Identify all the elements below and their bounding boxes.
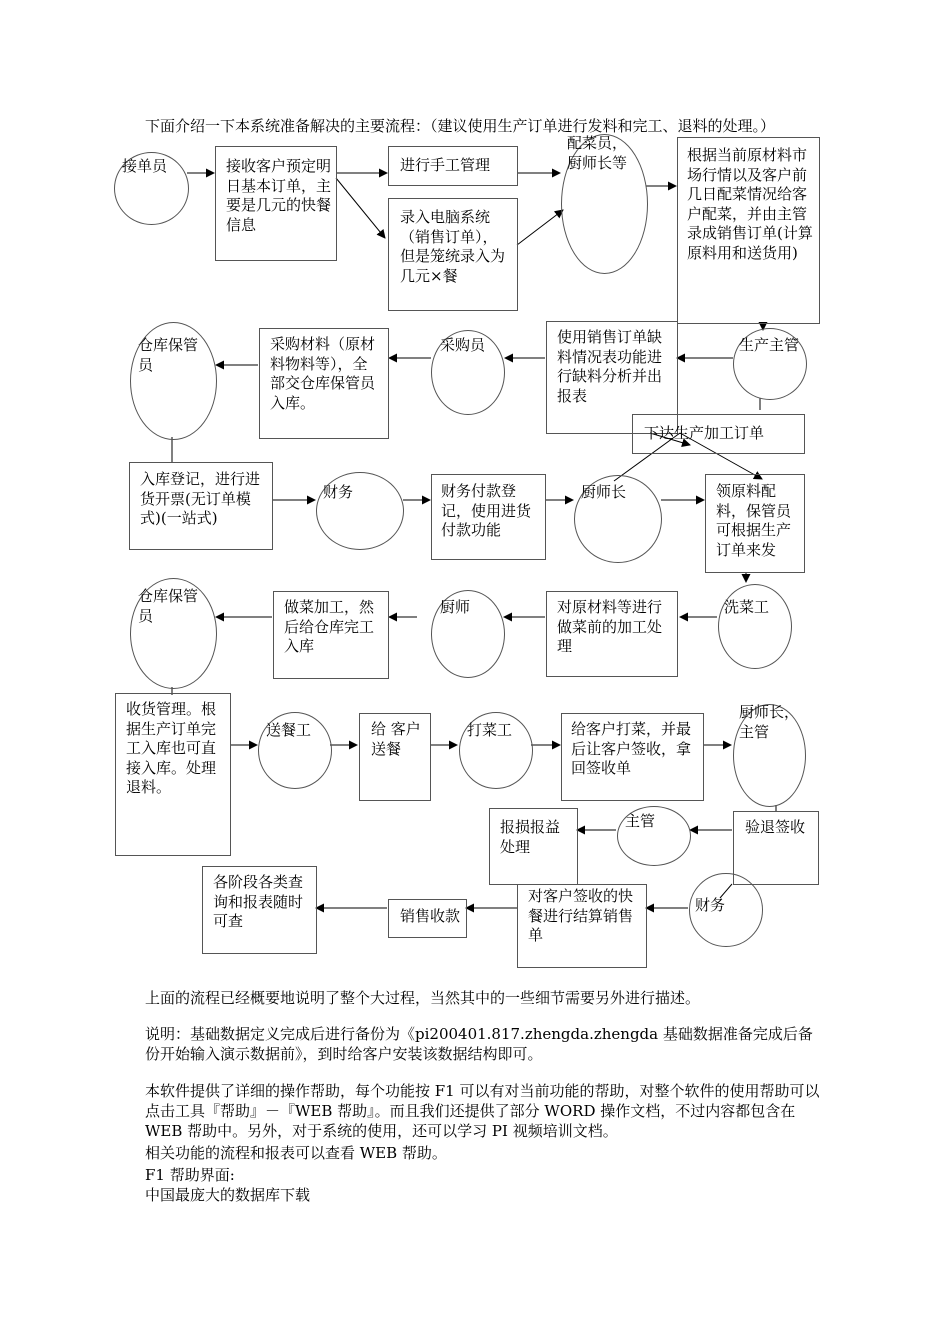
label-pre-process: 对原材料等进行做菜前的加工处理 — [557, 598, 663, 655]
intro-text: 下面介绍一下本系统准备解决的主要流程：（建议使用生产订单进行发料和完工、退料的处理。） — [145, 117, 776, 135]
label-chef: 厨师 — [440, 598, 471, 616]
label-purchaser: 采购员 — [440, 336, 486, 354]
label-deliver-meal: 给 客户 送餐 — [371, 720, 426, 758]
label-head-chef-supervisor: 厨师长，主管 — [739, 703, 800, 741]
label-return-check: 验退签收 — [745, 818, 806, 836]
database-download-text: 中国最庞大的数据库下载 — [145, 1186, 311, 1204]
help-paragraph: 本软件提供了详细的操作帮助，每个功能按 F1 可以有对当前功能的帮助，对整个软件的使用帮助可以点击工具『帮助』－『WEB 帮助』。而且我们还提供了部分 WORD 操作文档，不过内容都包含在 WEB 帮助中。另外，对于系统的使用，还可以学习 PI 视频培训文档。 — [145, 1082, 820, 1140]
node-vegetable-washer — [718, 584, 792, 669]
f1-help-heading: F1 帮助界面: — [145, 1166, 235, 1184]
web-help-paragraph: 相关功能的流程和报表可以查看 WEB 帮助。 — [145, 1144, 447, 1162]
label-sales-receipt: 销售收款 — [400, 907, 461, 925]
label-finance-1: 财务 — [323, 483, 354, 501]
label-head-chef-1: 厨师长 — [581, 483, 627, 501]
label-serving-worker: 打菜工 — [467, 721, 513, 739]
label-receive-order: 接收客户预定明日基本订单，主要是几元的快餐信息 — [226, 157, 332, 234]
label-issue-production-order: 下达生产加工订单 — [644, 424, 765, 442]
label-loss-gain: 报损报益处理 — [500, 818, 561, 856]
label-cook-and-stock: 做菜加工，然后给仓库完工入库 — [284, 598, 375, 655]
label-manual-manage: 进行手工管理 — [400, 156, 491, 174]
label-vegetable-washer: 洗菜工 — [724, 598, 770, 616]
label-supervisor: 主管 — [625, 812, 656, 830]
label-warehouse-keeper-1: 仓库保管员 — [138, 336, 199, 374]
label-settlement: 对客户签收的快餐进行结算销售单 — [528, 887, 634, 944]
label-shortage-analysis: 使用销售订单缺料情况表功能进行缺料分析并出报表 — [557, 328, 663, 405]
label-finance-2: 财务 — [695, 896, 726, 914]
label-purchase-materials: 采购材料（原材料物料等），全部交仓库保管员入库。 — [270, 335, 376, 412]
label-enter-system: 录入电脑系统（销售订单），但是笼统录入为几元×餐 — [400, 208, 506, 285]
summary-paragraph: 上面的流程已经概要地说明了整个大过程，当然其中的一些细节需要另外进行描述。 — [145, 989, 701, 1007]
label-dish-staff: 配菜员，厨师长等 — [567, 134, 628, 172]
label-serve-and-sign: 给客户打菜，并最后让客户签收，拿回签收单 — [571, 720, 692, 777]
label-payment-register: 财务付款登记，使用进货付款功能 — [441, 482, 532, 539]
label-assign-dishes: 根据当前原材料市场行情以及客户前几日配菜情况给客户配菜，并由主管录成销售订单(计算原料用和送货用) — [687, 146, 813, 262]
label-query-reports: 各阶段各类查询和报表随时可查 — [213, 873, 304, 930]
label-delivery-worker: 送餐工 — [266, 721, 312, 739]
label-order-taker: 接单员 — [122, 157, 168, 175]
label-draw-materials: 领原料配料，保管员可根据生产订单来发 — [716, 482, 792, 559]
backup-note-paragraph: 说明：基础数据定义完成后进行备份为《pi200401.817.zhengda.zhengda 基础数据准备完成后备份开始输入演示数据前》，到时给客户安装该数据结构即可。 — [145, 1025, 813, 1063]
label-receiving-management: 收货管理。根据生产订单完工入库也可直接入库。处理退料。 — [126, 700, 217, 796]
label-production-supervisor: 生产主管 — [739, 336, 800, 354]
label-warehouse-keeper-2: 仓库保管员 — [138, 587, 199, 625]
label-stock-in-register: 入库登记，进行进货开票(无订单模式)(一站式) — [140, 470, 261, 527]
